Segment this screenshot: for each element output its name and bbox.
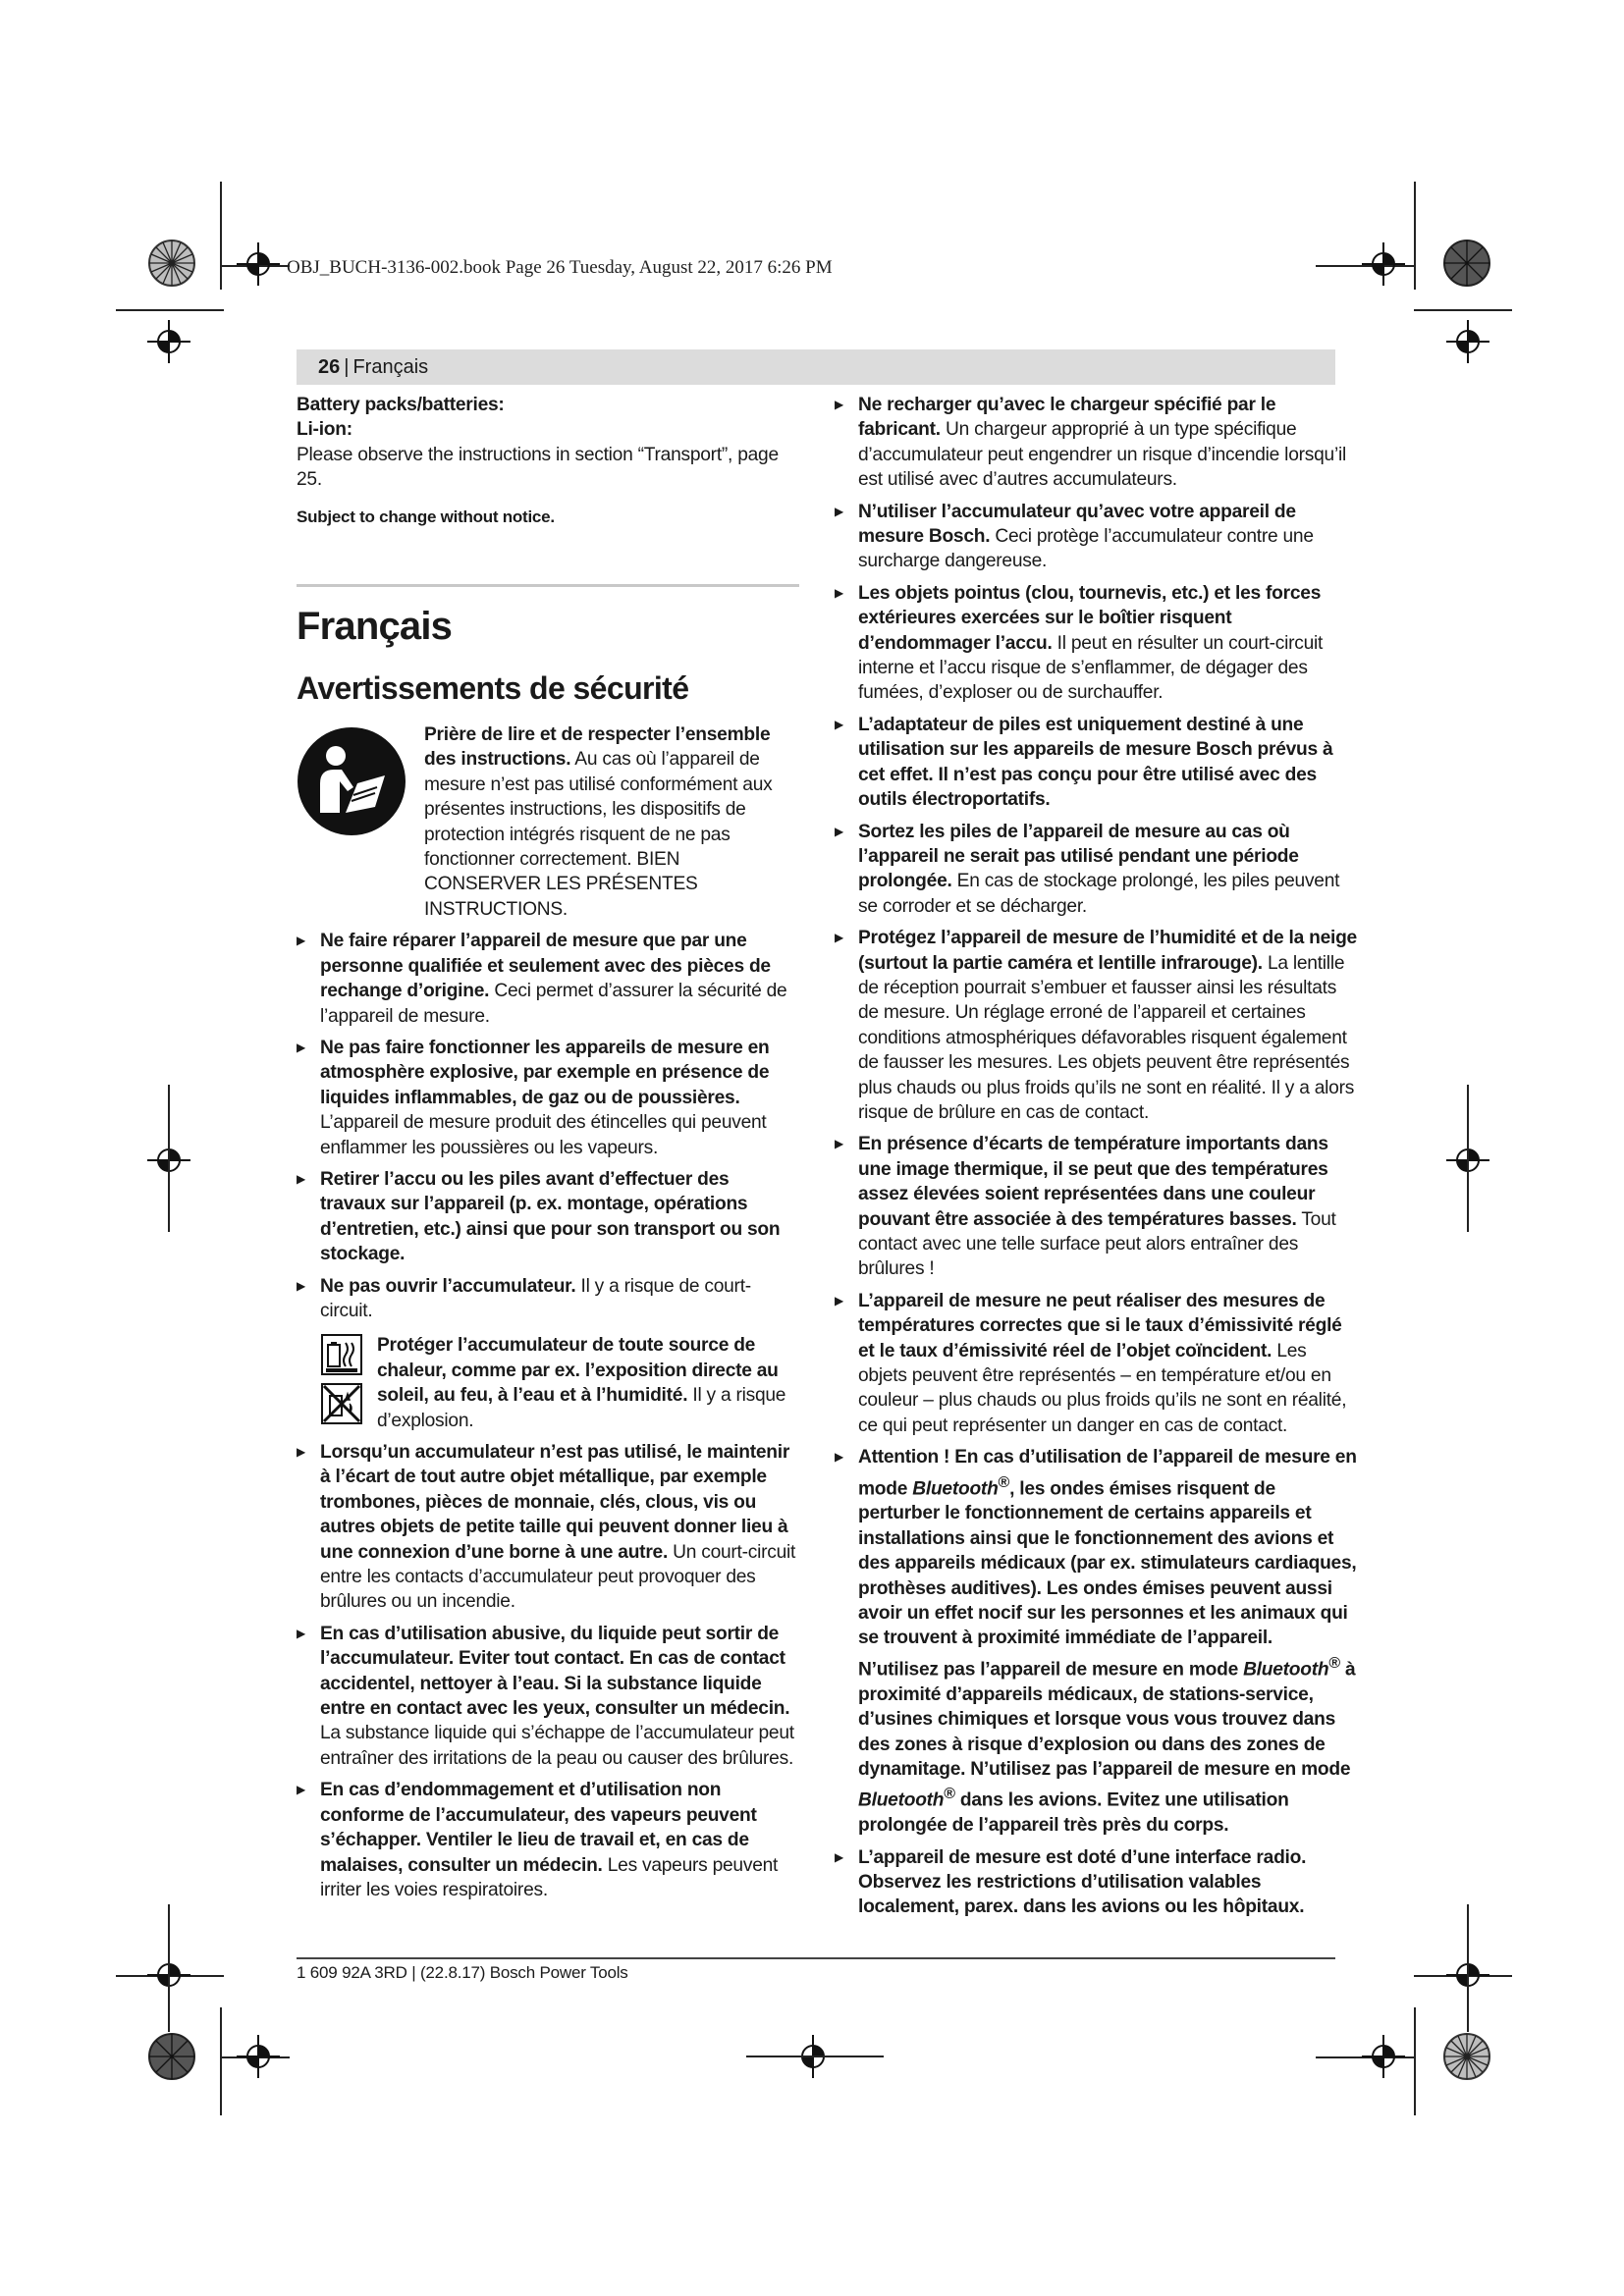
star-target-icon — [147, 2032, 196, 2081]
section-divider — [297, 584, 799, 587]
bullet-bold: , les ondes émises risquent de perturber le fonctionnement de certains appareils et installations ainsi que le fonctionnement des avions et des appareils médicaux (par ex. stimulateurs cardiaques, prothèses auditives). Les ondes émises peuvent aussi avoir un effet nocif sur les personnes et les animaux qui se trouvent à proximité immédiate de l’appareil. N’utilisez pas l’appareil de mesure en mode — [858, 1478, 1357, 1681]
safety-bullet — [297, 1778, 799, 1902]
intro-block — [297, 722, 799, 922]
bluetooth-warning — [835, 1445, 1357, 1838]
running-head-separator: | — [344, 355, 350, 378]
bullet-body: La substance liquide qui s’échappe de l’accumulateur peut entraîner des irritations de la peau ou causer des brûlures. — [320, 1723, 794, 1769]
safety-bullet — [297, 1440, 799, 1615]
heat-warning-block — [320, 1333, 799, 1433]
crop-mark — [1467, 1085, 1469, 1232]
bullet-body: Un court-circuit entre les contacts d’accumulateur peut provoquer des brûlures ou un incendie. — [320, 1541, 796, 1613]
intro-bold: Prière de lire et de respecter l’ensemble des instructions. — [424, 724, 771, 771]
bluetooth-term: Bluetooth — [858, 1789, 945, 1811]
bullet-bold: à proximité d’appareils médicaux, de stations-service, d’usines chimiques et lorsque vous vous trouvez dans des zones à risque d’explosion ou dans des zones de dynamitage. N’utilisez pas l’appareil de mesure en mode — [858, 1659, 1356, 1780]
registration-mark-icon — [237, 2035, 280, 2078]
bullet-body: Il y a risque de court-circuit. — [320, 1275, 751, 1321]
bullet-bold: Protégez l’appareil de mesure de l’humidité et de la neige (surtout la partie caméra et lentille infrarouge). — [858, 928, 1357, 974]
bullet-bold: En cas d’utilisation abusive, du liquide peut sortir de l’accumulateur. Eviter tout contact. En cas de contact accidentel, nettoyer à l’eau. Si la substance liquide entre en contact avec les yeux, consulter un médecin. — [320, 1623, 790, 1720]
crop-mark — [168, 1085, 170, 1232]
safety-bullet — [297, 1167, 799, 1267]
heat-warning-body: Il y a risque d’explosion. — [377, 1385, 786, 1431]
safety-bullet — [835, 820, 1357, 920]
left-column — [297, 393, 799, 1902]
registration-mark-icon — [147, 320, 190, 363]
crop-mark — [1414, 2007, 1416, 2115]
running-head — [297, 349, 1335, 385]
running-head-language: Français — [352, 355, 429, 378]
crop-mark — [746, 2056, 884, 2057]
intro-text — [424, 722, 799, 922]
safety-bullet — [835, 1845, 1357, 1920]
battery-instructions: Please observe the instructions in section “Transport”, page 25. — [297, 444, 779, 491]
safety-bullet — [835, 1289, 1357, 1438]
bullet-bold: Ne recharger qu’avec le chargeur spécifié par le fabricant. — [858, 395, 1276, 441]
bullet-body: L’appareil de mesure produit des étincelles qui peuvent enflammer les poussières ou les vapeurs. — [320, 1112, 767, 1158]
bullet-bold: Attention ! En cas d’utilisation de l’appareil de mesure en mode — [858, 1447, 1357, 1500]
registered-mark: ® — [1328, 1654, 1340, 1672]
registration-mark-icon — [1446, 320, 1489, 363]
bullet-bold: Sortez les piles de l’appareil de mesure au cas où l’appareil ne serait pas utilisé pendant une période prolongée. — [858, 821, 1299, 892]
page-footer: 1 609 92A 3RD | (22.8.17) Bosch Power Tools — [297, 1963, 628, 1982]
bullet-bold: N’utiliser l’accumulateur qu’avec votre appareil de mesure Bosch. — [858, 501, 1296, 548]
crop-mark — [1414, 182, 1416, 290]
heat-icons — [320, 1333, 363, 1433]
star-target-icon — [1442, 2032, 1491, 2081]
safety-bullet — [835, 500, 1357, 574]
bullet-body: Ceci protège l’accumulateur contre une surcharge dangereuse. — [858, 526, 1314, 572]
right-column — [835, 393, 1357, 1920]
bullet-body: Un chargeur approprié à un type spécifique d’accumulateur peut engendrer un risque d’incendie lorsqu’il est utilisé avec d’autres accumulateurs. — [858, 419, 1346, 491]
bullet-body: En cas de stockage prolongé, les piles peuvent se corroder et se décharger. — [858, 871, 1340, 917]
bullet-bold: L’appareil de mesure est doté d’une interface radio. Observez les restrictions d’utilisation valables localement, parex. dans les avions ou les hôpitaux. — [858, 1846, 1307, 1918]
crop-mark — [168, 1904, 170, 2032]
bullet-body: Il peut en résulter un court-circuit interne et l’accu risque de s’enflammer, de dégager des fumées, d’exploser ou de surchauffer. — [858, 632, 1324, 704]
registered-mark: ® — [944, 1786, 955, 1803]
crop-mark — [1414, 309, 1512, 311]
liion-heading: Li-ion: — [297, 419, 352, 441]
safety-bullet — [835, 581, 1357, 706]
crop-mark — [1467, 1904, 1469, 2032]
section-title: Avertissements de sécurité — [297, 670, 689, 707]
language-title: Français — [297, 605, 453, 649]
safety-bullet — [835, 1132, 1357, 1281]
registration-mark-icon — [237, 242, 280, 286]
safety-bullet — [297, 1036, 799, 1160]
crop-mark — [220, 182, 222, 290]
safety-bullet — [835, 713, 1357, 813]
intro-body: Au cas où l’appareil de mesure n’est pas utilisé conformément aux présentes instructions, les dispositifs de protection intégrés risquent de ne pas fonctionner correctement. BIEN CONSERVER LES PRÉSENTES INSTRUCTIONS. — [424, 749, 773, 920]
bluetooth-term: Bluetooth — [1243, 1659, 1329, 1681]
registered-mark: ® — [998, 1473, 1010, 1491]
star-target-icon — [147, 239, 196, 288]
registration-mark-icon — [1362, 242, 1405, 286]
registration-mark-icon — [1362, 2035, 1405, 2078]
page-number: 26 — [318, 355, 341, 378]
heat-warning-text — [377, 1333, 799, 1433]
safety-bullet — [835, 926, 1357, 1125]
bullet-bold: En cas d’endommagement et d’utilisation non conforme de l’accumulateur, des vapeurs peuvent s’échapper. Ventiler le lieu de travail et, en cas de malaises, consulter un médecin. — [320, 1780, 757, 1876]
bullet-body: Tout contact avec une telle surface peut alors entraîner des brûlures ! — [858, 1208, 1336, 1280]
book-file-header: OBJ_BUCH-3136-002.book Page 26 Tuesday, August 22, 2017 6:26 PM — [287, 257, 833, 278]
bullet-bold: Ne pas faire fonctionner les appareils de mesure en atmosphère explosive, par exemple en présence de liquides inflammables, de gaz ou de poussières. — [320, 1037, 770, 1108]
subject-to-change-note: Subject to change without notice. — [297, 507, 555, 526]
bullet-bold: Lorsqu’un accumulateur n’est pas utilisé, le maintenir à l’écart de tout autre objet métallique, par exemple trombones, pièces de monnaie, clés, clous, vis ou autres objets de petite taille qui peuvent donner lieu à une connexion d’une borne à une autre. — [320, 1442, 790, 1563]
battery-heading: Battery packs/batteries: — [297, 395, 505, 415]
bullet-bold: Les objets pointus (clou, tournevis, etc.) et les forces extérieures exercées sur le boîtier risquent d’endommager l’accu. — [858, 582, 1322, 654]
bullet-bold: En présence d’écarts de température importants dans une image thermique, il se peut que des températures assez élevées soient représentées dans une couleur pouvant être associée à des températures basses. — [858, 1134, 1328, 1230]
heat-warning-bold: Protéger l’accumulateur de toute source de chaleur, comme par ex. l’exposition directe au soleil, au feu, à l’eau et à l’humidité. — [377, 1335, 779, 1407]
safety-bullet — [297, 1622, 799, 1771]
no-water-fire-icon — [320, 1382, 363, 1425]
bullet-bold: Retirer l’accu ou les piles avant d’effectuer des travaux sur l’appareil (p. ex. montage, opérations d’entretien, etc.) ainsi que pour son transport ou son stockage. — [320, 1168, 781, 1265]
safety-bullet — [297, 1274, 799, 1324]
sun-heat-battery-icon — [320, 1333, 363, 1376]
star-target-icon — [1442, 239, 1491, 288]
bullet-bold: dans les avions. Evitez une utilisation prolongée de l’appareil très près du corps. — [858, 1789, 1289, 1837]
bullet-bold: L’adaptateur de piles est uniquement destiné à une utilisation sur les appareils de mesure Bosch prévus à cet effet. Il n’est pas conçu pour être utilisé avec des outils électroportatifs. — [858, 714, 1333, 811]
read-manual-icon — [297, 726, 406, 836]
bullet-bold: Ne pas ouvrir l’accumulateur. — [320, 1275, 576, 1297]
bullet-body: Les objets peuvent être représentés – en température et/ou en couleur – plus chauds ou plus froids qu’ils ne sont en réalité, ce qui peut représenter un danger en cas de contact. — [858, 1340, 1347, 1436]
crop-mark — [116, 309, 224, 311]
bullet-bold: Ne faire réparer l’appareil de mesure que par une personne qualifiée et seulement avec des pièces de rechange d’origine. — [320, 931, 771, 1002]
bluetooth-term: Bluetooth — [912, 1478, 999, 1500]
footer-rule — [297, 1957, 1335, 1959]
crop-mark — [220, 2007, 222, 2115]
bullet-body: La lentille de réception pourrait s’embuer et fausser ainsi les résultats de mesure. Un réglage erroné de l’appareil et certaines conditions atmosphériques défavorables risquent également de fausser les mesures. Les objets peuvent être représentés plus chauds ou plus froids qu’ils ne sont en réalité. Il y a alors risque de brûlure en cas de contact. — [858, 952, 1355, 1123]
bullet-body: Ceci permet d’assurer la sécurité de l’appareil de mesure. — [320, 981, 787, 1027]
bullet-bold: L’appareil de mesure ne peut réaliser des mesures de températures correctes que si le taux d’émissivité réglé et le taux d’émissivité réel de l’objet coïncident. — [858, 1290, 1342, 1362]
bullet-body: Les vapeurs peuvent irriter les voies respiratoires. — [320, 1854, 779, 1900]
safety-bullet — [297, 929, 799, 1029]
safety-bullet — [835, 393, 1357, 493]
